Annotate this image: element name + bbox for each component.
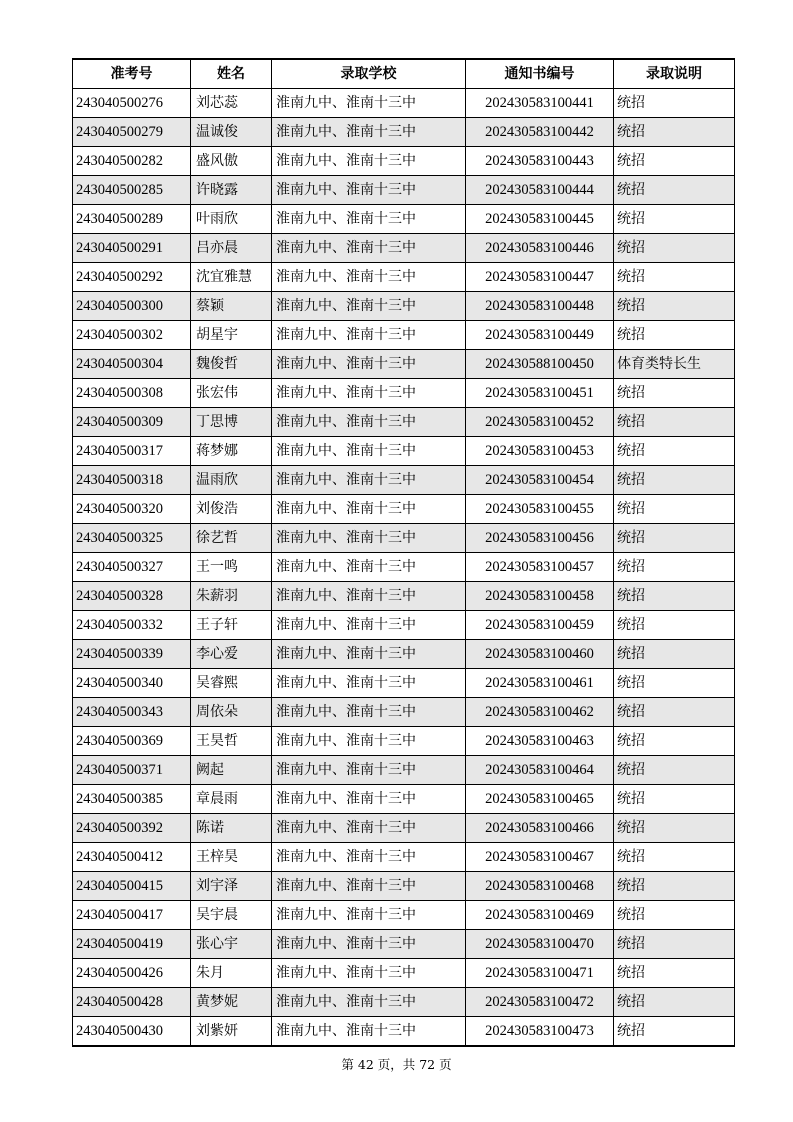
admission-note-cell: 统招 [614, 147, 735, 176]
admission-note-cell: 统招 [614, 263, 735, 292]
student-name-cell: 温诚俊 [191, 118, 272, 147]
notice-number-cell: 202430583100447 [466, 263, 614, 292]
exam-number-cell: 243040500279 [73, 118, 191, 147]
table-row [73, 147, 735, 176]
exam-number-cell: 243040500320 [73, 495, 191, 524]
notice-number-cell: 202430583100453 [466, 437, 614, 466]
school-cell: 淮南九中、淮南十三中 [272, 205, 466, 234]
table-row [73, 727, 735, 756]
exam-number-cell: 243040500317 [73, 437, 191, 466]
school-cell: 淮南九中、淮南十三中 [272, 669, 466, 698]
notice-number-cell: 202430583100466 [466, 814, 614, 843]
student-name-cell: 蔡颖 [191, 292, 272, 321]
notice-number-cell: 202430583100472 [466, 988, 614, 1017]
table-row [73, 553, 735, 582]
admission-note-cell: 统招 [614, 843, 735, 872]
notice-number-cell: 202430583100462 [466, 698, 614, 727]
admission-note-cell: 统招 [614, 176, 735, 205]
admission-note-cell: 统招 [614, 1017, 735, 1047]
exam-number-cell: 243040500430 [73, 1017, 191, 1047]
header-row [73, 59, 735, 89]
exam-number-cell: 243040500285 [73, 176, 191, 205]
notice-number-cell: 202430583100456 [466, 524, 614, 553]
student-name-cell: 陈诺 [191, 814, 272, 843]
table-row [73, 437, 735, 466]
exam-number-cell: 243040500426 [73, 959, 191, 988]
notice-number-cell: 202430583100463 [466, 727, 614, 756]
student-name-cell: 王子轩 [191, 611, 272, 640]
admission-note-cell: 统招 [614, 669, 735, 698]
notice-number-cell: 202430583100459 [466, 611, 614, 640]
admission-note-cell: 统招 [614, 495, 735, 524]
header-name: 姓名 [191, 59, 272, 89]
school-cell: 淮南九中、淮南十三中 [272, 234, 466, 263]
notice-number-cell: 202430583100445 [466, 205, 614, 234]
admission-note-cell: 统招 [614, 785, 735, 814]
notice-number-cell: 202430583100471 [466, 959, 614, 988]
student-name-cell: 李心爱 [191, 640, 272, 669]
student-name-cell: 盛风傲 [191, 147, 272, 176]
student-name-cell: 刘俊浩 [191, 495, 272, 524]
school-cell: 淮南九中、淮南十三中 [272, 611, 466, 640]
admission-note-cell: 统招 [614, 640, 735, 669]
table-row [73, 495, 735, 524]
student-name-cell: 张心宇 [191, 930, 272, 959]
table-row [73, 263, 735, 292]
exam-number-cell: 243040500327 [73, 553, 191, 582]
admission-note-cell: 体育类特长生 [614, 350, 735, 379]
exam-number-cell: 243040500291 [73, 234, 191, 263]
admission-note-cell: 统招 [614, 727, 735, 756]
school-cell: 淮南九中、淮南十三中 [272, 118, 466, 147]
table-row [73, 350, 735, 379]
notice-number-cell: 202430583100442 [466, 118, 614, 147]
exam-number-cell: 243040500340 [73, 669, 191, 698]
student-name-cell: 黄梦妮 [191, 988, 272, 1017]
exam-number-cell: 243040500392 [73, 814, 191, 843]
exam-number-cell: 243040500304 [73, 350, 191, 379]
school-cell: 淮南九中、淮南十三中 [272, 408, 466, 437]
table-row [73, 205, 735, 234]
table-row [73, 582, 735, 611]
student-name-cell: 叶雨欣 [191, 205, 272, 234]
exam-number-cell: 243040500369 [73, 727, 191, 756]
notice-number-cell: 202430583100454 [466, 466, 614, 495]
student-name-cell: 周依朵 [191, 698, 272, 727]
student-name-cell: 章晨雨 [191, 785, 272, 814]
student-name-cell: 刘芯蕊 [191, 89, 272, 118]
admission-note-cell: 统招 [614, 611, 735, 640]
school-cell: 淮南九中、淮南十三中 [272, 379, 466, 408]
table-row [73, 292, 735, 321]
table-row [73, 988, 735, 1017]
table-row [73, 611, 735, 640]
notice-number-cell: 202430583100441 [466, 89, 614, 118]
admission-note-cell: 统招 [614, 89, 735, 118]
student-name-cell: 许晓露 [191, 176, 272, 205]
admission-note-cell: 统招 [614, 698, 735, 727]
student-name-cell: 吴宇晨 [191, 901, 272, 930]
exam-number-cell: 243040500412 [73, 843, 191, 872]
exam-number-cell: 243040500428 [73, 988, 191, 1017]
notice-number-cell: 202430583100464 [466, 756, 614, 785]
school-cell: 淮南九中、淮南十三中 [272, 988, 466, 1017]
admission-note-cell: 统招 [614, 379, 735, 408]
school-cell: 淮南九中、淮南十三中 [272, 495, 466, 524]
admission-note-cell: 统招 [614, 872, 735, 901]
student-name-cell: 朱月 [191, 959, 272, 988]
school-cell: 淮南九中、淮南十三中 [272, 698, 466, 727]
school-cell: 淮南九中、淮南十三中 [272, 321, 466, 350]
exam-number-cell: 243040500300 [73, 292, 191, 321]
admission-note-cell: 统招 [614, 437, 735, 466]
notice-number-cell: 202430583100444 [466, 176, 614, 205]
header-notice-number: 通知书编号 [466, 59, 614, 89]
table-row [73, 640, 735, 669]
exam-number-cell: 243040500309 [73, 408, 191, 437]
notice-number-cell: 202430583100473 [466, 1017, 614, 1047]
exam-number-cell: 243040500343 [73, 698, 191, 727]
student-name-cell: 阙起 [191, 756, 272, 785]
student-name-cell: 吴睿熙 [191, 669, 272, 698]
exam-number-cell: 243040500289 [73, 205, 191, 234]
school-cell: 淮南九中、淮南十三中 [272, 843, 466, 872]
notice-number-cell: 202430583100446 [466, 234, 614, 263]
table-row [73, 176, 735, 205]
table-row [73, 408, 735, 437]
exam-number-cell: 243040500415 [73, 872, 191, 901]
exam-number-cell: 243040500385 [73, 785, 191, 814]
notice-number-cell: 202430583100451 [466, 379, 614, 408]
table-row [73, 872, 735, 901]
student-name-cell: 刘宇泽 [191, 872, 272, 901]
admission-note-cell: 统招 [614, 118, 735, 147]
school-cell: 淮南九中、淮南十三中 [272, 147, 466, 176]
admission-note-cell: 统招 [614, 756, 735, 785]
table-row [73, 930, 735, 959]
school-cell: 淮南九中、淮南十三中 [272, 872, 466, 901]
student-name-cell: 温雨欣 [191, 466, 272, 495]
school-cell: 淮南九中、淮南十三中 [272, 1017, 466, 1047]
exam-number-cell: 243040500302 [73, 321, 191, 350]
student-name-cell: 刘紫妍 [191, 1017, 272, 1047]
table-row [73, 698, 735, 727]
table-row [73, 1017, 735, 1047]
exam-number-cell: 243040500318 [73, 466, 191, 495]
student-name-cell: 沈宜雅慧 [191, 263, 272, 292]
exam-number-cell: 243040500339 [73, 640, 191, 669]
admission-note-cell: 统招 [614, 901, 735, 930]
table-row [73, 234, 735, 263]
admission-note-cell: 统招 [614, 930, 735, 959]
school-cell: 淮南九中、淮南十三中 [272, 640, 466, 669]
header-admission-note: 录取说明 [614, 59, 735, 89]
school-cell: 淮南九中、淮南十三中 [272, 176, 466, 205]
notice-number-cell: 202430583100468 [466, 872, 614, 901]
admission-note-cell: 统招 [614, 205, 735, 234]
table-row [73, 466, 735, 495]
student-name-cell: 胡星宇 [191, 321, 272, 350]
notice-number-cell: 202430583100461 [466, 669, 614, 698]
table-row [73, 669, 735, 698]
table-row [73, 785, 735, 814]
school-cell: 淮南九中、淮南十三中 [272, 756, 466, 785]
exam-number-cell: 243040500292 [73, 263, 191, 292]
student-name-cell: 蒋梦娜 [191, 437, 272, 466]
school-cell: 淮南九中、淮南十三中 [272, 553, 466, 582]
table-row [73, 118, 735, 147]
notice-number-cell: 202430583100467 [466, 843, 614, 872]
notice-number-cell: 202430583100443 [466, 147, 614, 176]
notice-number-cell: 202430583100457 [466, 553, 614, 582]
table-row [73, 379, 735, 408]
notice-number-cell: 202430583100448 [466, 292, 614, 321]
exam-number-cell: 243040500332 [73, 611, 191, 640]
school-cell: 淮南九中、淮南十三中 [272, 89, 466, 118]
admission-note-cell: 统招 [614, 321, 735, 350]
student-name-cell: 王梓昊 [191, 843, 272, 872]
table-row [73, 756, 735, 785]
student-name-cell: 魏俊哲 [191, 350, 272, 379]
admission-note-cell: 统招 [614, 292, 735, 321]
school-cell: 淮南九中、淮南十三中 [272, 785, 466, 814]
admission-note-cell: 统招 [614, 408, 735, 437]
notice-number-cell: 202430583100458 [466, 582, 614, 611]
exam-number-cell: 243040500328 [73, 582, 191, 611]
table-row [73, 959, 735, 988]
exam-number-cell: 243040500308 [73, 379, 191, 408]
admission-note-cell: 统招 [614, 959, 735, 988]
student-name-cell: 吕亦晨 [191, 234, 272, 263]
admission-note-cell: 统招 [614, 553, 735, 582]
student-name-cell: 丁思博 [191, 408, 272, 437]
header-exam-number: 准考号 [73, 59, 191, 89]
notice-number-cell: 202430588100450 [466, 350, 614, 379]
notice-number-cell: 202430583100452 [466, 408, 614, 437]
admission-note-cell: 统招 [614, 814, 735, 843]
header-school: 录取学校 [272, 59, 466, 89]
notice-number-cell: 202430583100455 [466, 495, 614, 524]
school-cell: 淮南九中、淮南十三中 [272, 930, 466, 959]
table-row [73, 901, 735, 930]
table-row [73, 814, 735, 843]
page-number: 第 42 页，共 72 页 [341, 1057, 452, 1072]
school-cell: 淮南九中、淮南十三中 [272, 292, 466, 321]
school-cell: 淮南九中、淮南十三中 [272, 350, 466, 379]
exam-number-cell: 243040500371 [73, 756, 191, 785]
exam-number-cell: 243040500325 [73, 524, 191, 553]
admission-note-cell: 统招 [614, 582, 735, 611]
school-cell: 淮南九中、淮南十三中 [272, 466, 466, 495]
notice-number-cell: 202430583100470 [466, 930, 614, 959]
exam-number-cell: 243040500419 [73, 930, 191, 959]
school-cell: 淮南九中、淮南十三中 [272, 727, 466, 756]
school-cell: 淮南九中、淮南十三中 [272, 582, 466, 611]
notice-number-cell: 202430583100465 [466, 785, 614, 814]
table-row [73, 843, 735, 872]
notice-number-cell: 202430583100449 [466, 321, 614, 350]
exam-number-cell: 243040500282 [73, 147, 191, 176]
school-cell: 淮南九中、淮南十三中 [272, 263, 466, 292]
school-cell: 淮南九中、淮南十三中 [272, 437, 466, 466]
student-name-cell: 王一鸣 [191, 553, 272, 582]
admission-table [72, 58, 735, 1047]
student-name-cell: 徐艺哲 [191, 524, 272, 553]
admission-note-cell: 统招 [614, 234, 735, 263]
exam-number-cell: 243040500276 [73, 89, 191, 118]
notice-number-cell: 202430583100469 [466, 901, 614, 930]
student-name-cell: 王昊哲 [191, 727, 272, 756]
school-cell: 淮南九中、淮南十三中 [272, 814, 466, 843]
table-row [73, 321, 735, 350]
table-row [73, 89, 735, 118]
student-name-cell: 张宏伟 [191, 379, 272, 408]
school-cell: 淮南九中、淮南十三中 [272, 524, 466, 553]
admission-note-cell: 统招 [614, 466, 735, 495]
exam-number-cell: 243040500417 [73, 901, 191, 930]
school-cell: 淮南九中、淮南十三中 [272, 901, 466, 930]
admission-note-cell: 统招 [614, 988, 735, 1017]
school-cell: 淮南九中、淮南十三中 [272, 959, 466, 988]
admission-note-cell: 统招 [614, 524, 735, 553]
table-row [73, 524, 735, 553]
notice-number-cell: 202430583100460 [466, 640, 614, 669]
student-name-cell: 朱薪羽 [191, 582, 272, 611]
